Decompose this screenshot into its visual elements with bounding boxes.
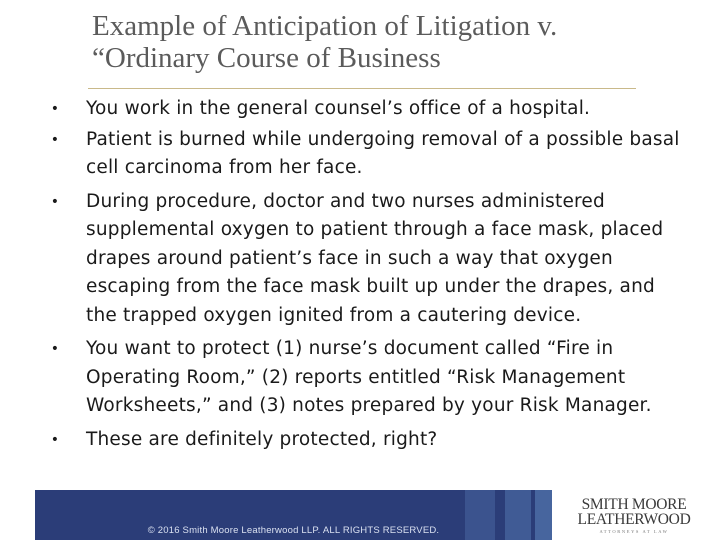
footer-band bbox=[35, 490, 552, 540]
bullet-item bbox=[48, 188, 680, 331]
bullet-text: You want to protect (1) nurse’s document called “Fire in Operating Room,” (2) reports entitled “Risk Management Worksheets,” and (3) notes prepared by your Risk Manager. bbox=[86, 338, 652, 416]
slide-title-line-2: “Ordinary Course of Business bbox=[92, 42, 441, 74]
bullet-text: During procedure, doctor and two nurses administered supplemental oxygen to patient through a face mask, placed drapes around patient’s face in such a way that oxygen escaping from the face mask built up under the drapes, and the trapped oxygen ignited from a cautering device. bbox=[86, 190, 664, 326]
bullet-marker: • bbox=[50, 341, 60, 357]
bullet-marker: • bbox=[50, 101, 60, 117]
bullet-text: These are definitely protected, right? bbox=[86, 428, 438, 450]
bullet-marker: • bbox=[50, 193, 60, 210]
bullet-text: You work in the general counsel’s office of a hospital. bbox=[86, 98, 591, 119]
bullet-text: Patient is burned while undergoing removal of a possible basal cell carcinoma from her face. bbox=[86, 128, 680, 178]
slide-title-line-1: Example of Anticipation of Litigation v. bbox=[92, 10, 558, 42]
bullet-item bbox=[48, 95, 680, 124]
title-divider bbox=[88, 88, 636, 89]
logo-line-2: LEATHERWOOD bbox=[577, 511, 691, 528]
firm-logo bbox=[574, 497, 694, 534]
bullet-item bbox=[48, 126, 680, 183]
bullet-list bbox=[48, 95, 680, 454]
bullet-marker: • bbox=[50, 131, 60, 148]
logo-tagline: ATTORNEYS AT LAW bbox=[599, 529, 669, 534]
bullet-item bbox=[48, 335, 680, 421]
footer-copyright: © 2016 Smith Moore Leatherwood LLP. ALL RIGHTS RESERVED. bbox=[147, 525, 440, 536]
bullet-item bbox=[48, 426, 680, 455]
logo-line-1: SMITH MOORE bbox=[581, 496, 687, 513]
bullet-marker: • bbox=[50, 431, 60, 448]
slide-title bbox=[92, 10, 682, 74]
